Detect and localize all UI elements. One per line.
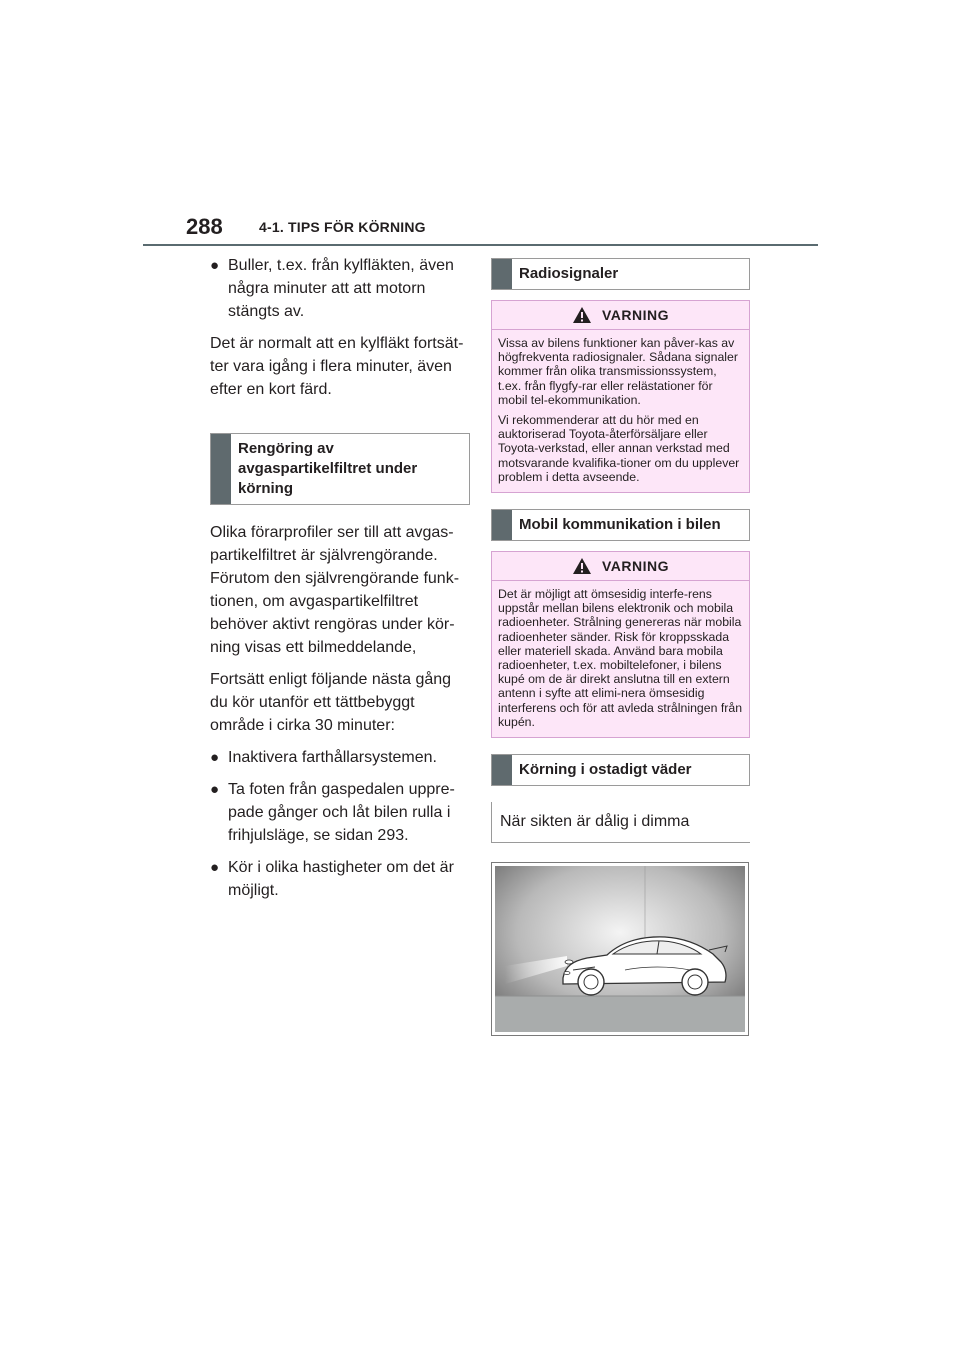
warning-body bbox=[492, 330, 749, 492]
warning-body bbox=[492, 581, 749, 737]
left-column bbox=[210, 254, 470, 911]
subheading-fog: När sikten är dålig i dimma bbox=[491, 802, 750, 843]
heading-bar bbox=[492, 510, 512, 540]
warning-text: Det är möjligt att ömsesidig interfe-rens uppstår mellan bilens elektronik och mobila radioenheter. Strålning genereras när mobila radioenheter sänder. Risk för kroppsskada eller materiell skada. Använd bara mobila radioenheter, t.ex. mobiltelefoner, i bilens kupé om de är direkt anslutna till en extern antenn i syfte att elimi-nera ömsesidig interferens och för att avleda strålningen från kupén. bbox=[498, 587, 743, 729]
bullet-icon: ● bbox=[210, 859, 220, 876]
heading-filter-cleaning bbox=[210, 433, 470, 505]
bullet-icon: ● bbox=[210, 749, 220, 766]
bullet-icon: ● bbox=[210, 257, 220, 274]
bullet-text: Inaktivera farthållarsystemen. bbox=[228, 749, 437, 766]
section-title: 4-1. TIPS FÖR KÖRNING bbox=[259, 219, 426, 235]
bullet-icon: ● bbox=[210, 781, 220, 798]
heading-text: Rengöring av avgaspartikelfiltret under körning bbox=[238, 440, 418, 497]
warning-box-mobile bbox=[491, 551, 750, 738]
bullet-item bbox=[210, 856, 470, 902]
bullet-item bbox=[210, 778, 470, 847]
right-column bbox=[491, 258, 750, 1036]
bullet-item bbox=[210, 254, 470, 323]
header-rule bbox=[143, 244, 818, 246]
bullet-text: Buller, t.ex. från kylfläkten, även några minuter att att motorn stängts av. bbox=[228, 257, 454, 320]
warning-box-radio bbox=[491, 300, 750, 493]
warning-header bbox=[492, 301, 749, 330]
warning-header bbox=[492, 552, 749, 581]
heading-bar bbox=[492, 755, 512, 785]
bullet-item bbox=[210, 746, 470, 769]
heading-radio-signals bbox=[491, 258, 750, 290]
heading-text: Körning i ostadigt väder bbox=[519, 761, 692, 779]
heading-mobile-communication bbox=[491, 509, 750, 541]
heading-text: Radiosignaler bbox=[519, 265, 619, 282]
bullet-text: Ta foten från gaspedalen uppre-pade gånger och låt bilen rulla i frihjulsläge, se sidan 293. bbox=[228, 781, 455, 844]
page-number: 288 bbox=[186, 214, 223, 239]
warning-title: VARNING bbox=[601, 306, 670, 323]
paragraph-driver-profiles: Olika förarprofiler ser till att avgas-partikelfiltret är självrengörande. Förutom den självrengörande funk-tionen, om avgaspartikelfiltret behöver aktivt rengöras under kör-ning visas ett bilmeddelande, bbox=[210, 524, 460, 656]
bullet-text: Kör i olika hastigheter om det är möjligt. bbox=[228, 859, 454, 899]
heading-text: Mobil kommunikation i bilen bbox=[519, 516, 721, 534]
warning-text: Vissa av bilens funktioner kan påver-kas av högfrekventa radiosignaler. Sådana signaler kommer från olika transmissionssystem, t.ex. från flygfy-rar eller relästationer för mobil tel-ekommunikation. bbox=[498, 336, 738, 407]
paragraph-fan-normal: Det är normalt att en kylfläkt fortsät-ter vara igång i flera minuter, även efter en kort färd. bbox=[210, 335, 464, 398]
car-in-fog-image bbox=[495, 866, 745, 1032]
warning-triangle-icon bbox=[572, 306, 592, 324]
warning-text: Vi rekommenderar att du hör med en auktoriserad Toyota-återförsäljare eller Toyota-verkstad, eller annan verkstad med motsvarande kvalifika-tioner om du upplever problem i detta avseende. bbox=[498, 413, 740, 484]
warning-triangle-icon bbox=[572, 557, 592, 575]
warning-title: VARNING bbox=[601, 557, 670, 574]
heading-bar bbox=[492, 259, 512, 289]
paragraph-instructions: Fortsätt enligt följande nästa gång du kör utanför ett tättbebyggt område i cirka 30 minuter: bbox=[210, 671, 452, 734]
heading-weather-driving bbox=[491, 754, 750, 786]
fog-car-illustration bbox=[491, 862, 749, 1036]
heading-bar bbox=[211, 434, 231, 504]
